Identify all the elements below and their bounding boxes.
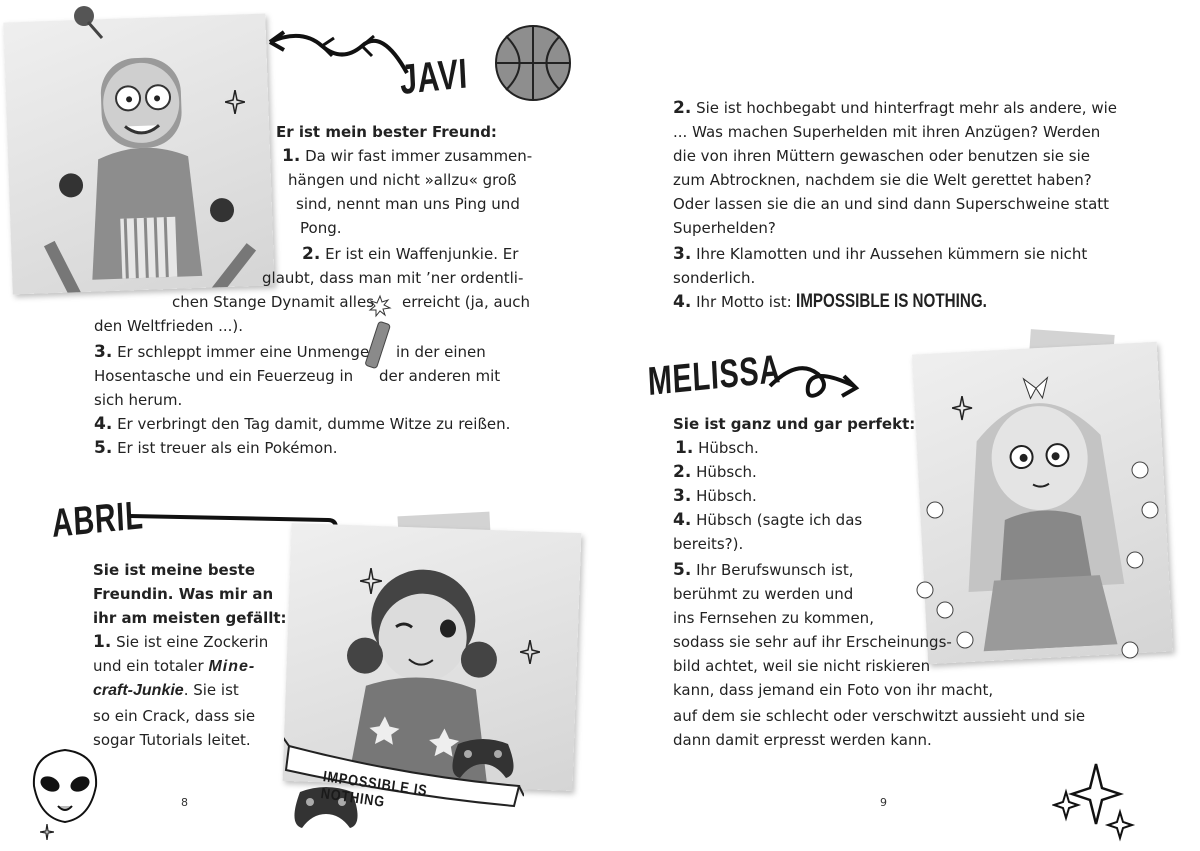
item-number: 5. (673, 560, 692, 580)
melissa-item-5-line-5: bild achtet, weil sie nicht riskieren (673, 657, 931, 675)
item-number: 3. (673, 486, 692, 506)
melissa-item-5-line-7: auf dem sie schlecht oder verschwitzt aussieht und sie (673, 707, 1086, 725)
banner-text: IMPOSSIBLE IS NOTHING (319, 768, 429, 811)
javi-item-3-line-2: in der einen (396, 343, 486, 361)
abril-item-2-line-4: zum Abtrocknen, nachdem sie die Welt gerettet haben? (673, 171, 1092, 189)
page-number-right: 9 (880, 796, 887, 809)
item-number: 2. (673, 98, 692, 118)
abril-item-2: 2. Sie ist hochbegabt und hinterfragt mehr als andere, wie (673, 98, 1117, 118)
abril-intro-line-1: Sie ist meine beste (93, 561, 256, 579)
javi-item-3: 3. Er schleppt immer eine Unmenge (94, 342, 370, 362)
melissa-item-5-line-4: sodass sie sehr auf ihr Erscheinungs- (673, 633, 952, 651)
abril-intro-line-3: ihr am meisten gefällt: (93, 609, 287, 627)
melissa-item-2: 2. Hübsch. (673, 462, 757, 482)
item-number: 4. (673, 292, 692, 312)
melissa-item-4-cont: bereits?). (673, 535, 744, 553)
javi-item-2-line-4: erreicht (ja, auch (402, 293, 530, 311)
javi-illustration (3, 14, 274, 295)
minecraft-word-2: craft-Junkie (93, 682, 184, 699)
melissa-item-5-line-2: berühmt zu werden und (673, 585, 854, 603)
item-number: 3. (673, 244, 692, 264)
abril-item-3: 3. Ihre Klamotten und ihr Aussehen kümmern sie nicht (673, 244, 1088, 264)
item-number: 3. (94, 342, 113, 362)
item-number: 4. (94, 414, 113, 434)
motto-text: IMPOSSIBLE IS NOTHING. (796, 291, 988, 312)
abril-line-4: so ein Crack, dass sie (93, 707, 256, 725)
javi-item-1-line-2: hängen und nicht »allzu« groß (288, 171, 517, 189)
sparkle-icon (40, 824, 54, 844)
javi-item-4: 4. Er verbringt den Tag damit, dumme Witze zu reißen. (94, 414, 511, 434)
javi-item-1-line-3: sind, nennt man uns Ping und (296, 195, 520, 213)
melissa-item-5-line-8: dann damit erpresst werden kann. (673, 731, 932, 749)
abril-item-3-line-2: sonderlich. (673, 269, 756, 287)
javi-item-3-line-4: der anderen mit (379, 367, 501, 385)
alien-icon (30, 748, 100, 828)
page-number-left: 8 (181, 796, 188, 809)
javi-item-3-line-5: sich herum. (94, 391, 183, 409)
melissa-item-4: 4. Hübsch (sagte ich das (673, 510, 863, 530)
motto-banner (284, 726, 524, 810)
javi-item-5: 5. Er ist treuer als ein Pokémon. (94, 438, 338, 458)
javi-item-2-line-2: glaubt, dass man mit ’ner ordentli- (262, 269, 524, 287)
javi-item-2-line-3: chen Stange Dynamit alles (172, 293, 375, 311)
sparkles-icon (1052, 762, 1142, 846)
sparkle-icon (520, 640, 540, 668)
melissa-item-5: 5. Ihr Berufswunsch ist, (673, 560, 854, 580)
abril-intro-line-2: Freundin. Was mir an (93, 585, 274, 603)
abril-item-2-line-3: die von ihren Müttern gewaschen oder benutzen sie sie (673, 147, 1091, 165)
abril-item-2-line-2: ... Was machen Superhelden mit ihren Anzügen? Werden (673, 123, 1101, 141)
item-number: 1. (282, 146, 301, 166)
melissa-item-5-line-3: ins Fernsehen zu kommen, (673, 609, 874, 627)
sparkle-icon (952, 396, 982, 430)
swirl-arrow-icon (768, 356, 868, 410)
basketball-icon (494, 24, 572, 106)
javi-item-3-line-3: Hosentasche und ein Feuerzeug in (94, 367, 354, 385)
pushpin-icon (68, 2, 108, 46)
minecraft-word: Mine- (208, 658, 256, 675)
sparkle-icon (360, 568, 382, 598)
item-number: 4. (673, 510, 692, 530)
abril-item-1: 1. Sie ist eine Zockerin (93, 632, 269, 652)
javi-item-2-line-5: den Weltfrieden ...). (94, 317, 244, 335)
melissa-heading: MELISSA (646, 347, 782, 404)
abril-heading: ABRIL (50, 493, 145, 546)
javi-intro: Er ist mein bester Freund: (276, 123, 497, 141)
item-number: 2. (673, 462, 692, 482)
melissa-item-5-line-6: kann, dass jemand ein Foto von ihr macht, (673, 681, 994, 699)
abril-item-2-line-6: Superhelden? (673, 219, 776, 237)
javi-item-2: 2. Er ist ein Waffenjunkie. Er (302, 244, 519, 264)
abril-item-4: 4. Ihr Motto ist: IMPOSSIBLE IS NOTHING. (673, 291, 988, 312)
item-number: 1. (675, 438, 694, 458)
melissa-item-1: 1. Hübsch. (675, 438, 759, 458)
abril-line-2: und ein totaler Mine- (93, 657, 256, 675)
item-number: 1. (93, 632, 112, 652)
abril-line-3: craft-Junkie. Sie ist (93, 681, 239, 699)
javi-photo (3, 14, 274, 295)
item-number: 5. (94, 438, 113, 458)
javi-item-1-line-4: Pong. (300, 219, 342, 237)
item-number: 2. (302, 244, 321, 264)
abril-item-2-line-5: Oder lassen sie die an und sind dann Superschweine statt (673, 195, 1110, 213)
sparkle-icon (225, 90, 245, 118)
curly-arrow-icon (262, 28, 412, 82)
javi-item-1: 1. Da wir fast immer zusammen- (282, 146, 533, 166)
flowers-icon (1110, 450, 1170, 684)
melissa-intro: Sie ist ganz und gar perfekt: (673, 415, 916, 433)
javi-heading: JAVI (398, 49, 469, 103)
melissa-item-3: 3. Hübsch. (673, 486, 757, 506)
abril-line-5: sogar Tutorials leitet. (93, 731, 251, 749)
